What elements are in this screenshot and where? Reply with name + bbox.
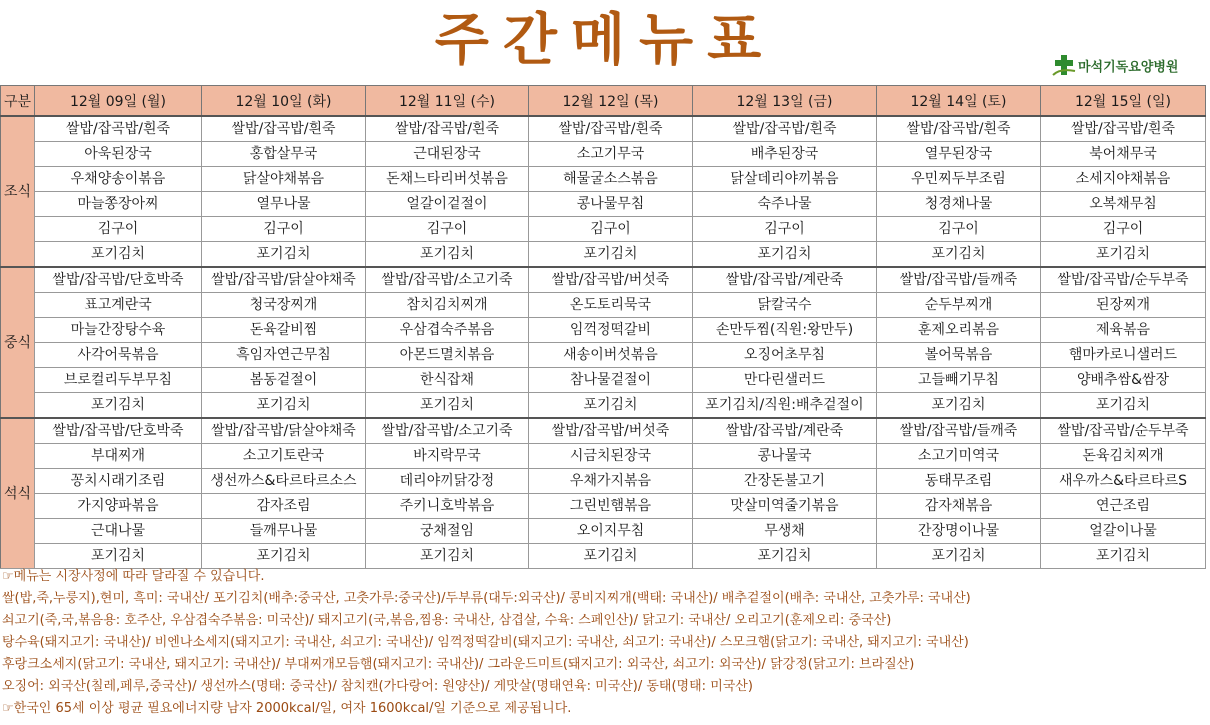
menu-item: 만다린샐러드: [693, 368, 877, 393]
menu-item: 우채양송이볶음: [35, 167, 202, 192]
day-header: 12월 10일 (화): [202, 86, 366, 117]
menu-item: 오복채무침: [1041, 192, 1206, 217]
menu-item: 소고기토란국: [202, 444, 366, 469]
menu-item: 봄동겉절이: [202, 368, 366, 393]
menu-item: 홍합살무국: [202, 142, 366, 167]
menu-row: [1, 293, 1206, 318]
menu-item: 소고기미역국: [877, 444, 1041, 469]
menu-row: [1, 469, 1206, 494]
menu-item: 그린빈햄볶음: [529, 494, 693, 519]
menu-item: 포기김치: [693, 242, 877, 268]
menu-item: 마늘쫑장아찌: [35, 192, 202, 217]
note-line: ☞메뉴는 시장사정에 따라 달라질 수 있습니다.: [2, 569, 265, 584]
menu-item: 포기김치: [366, 544, 529, 569]
menu-item: 김구이: [1041, 217, 1206, 242]
menu-row: [1, 519, 1206, 544]
menu-item: 쌀밥/잡곡밥/순두부죽: [1041, 418, 1206, 444]
menu-item: 마늘간장탕수육: [35, 318, 202, 343]
menu-item: 포기김치: [35, 544, 202, 569]
menu-item: 열무된장국: [877, 142, 1041, 167]
menu-item: 포기김치: [877, 393, 1041, 419]
menu-item: 햄마카로니샐러드: [1041, 343, 1206, 368]
menu-item: 포기김치: [1041, 242, 1206, 268]
note-line: 오징어: 외국산(칠레,페루,중국산)/ 생선까스(명태: 중국산)/ 참치캔(가다랑어: 원양산)/ 게맛살(명태연육: 미국산)/ 동태(명태: 미국산): [2, 679, 753, 694]
menu-item: 소세지야채볶음: [1041, 167, 1206, 192]
menu-row: [1, 242, 1206, 268]
menu-item: 볼어묵볶음: [877, 343, 1041, 368]
menu-item: 쌀밥/잡곡밥/흰죽: [35, 116, 202, 142]
menu-item: 우삼겹숙주볶음: [366, 318, 529, 343]
menu-item: 우민찌두부조림: [877, 167, 1041, 192]
menu-item: 포기김치: [1041, 544, 1206, 569]
menu-item: 닭살데리야끼볶음: [693, 167, 877, 192]
menu-item: 쌀밥/잡곡밥/소고기죽: [366, 418, 529, 444]
menu-item: 얼갈이겉절이: [366, 192, 529, 217]
menu-item: 포기김치: [366, 242, 529, 268]
menu-item: 포기김치: [1041, 393, 1206, 419]
menu-item: 꽁치시래기조림: [35, 469, 202, 494]
menu-item: 닭칼국수: [693, 293, 877, 318]
menu-item: 쌀밥/잡곡밥/닭살야채죽: [202, 418, 366, 444]
note-line: 후랑크소세지(닭고기: 국내산, 돼지고기: 국내산)/ 부대찌개모듬햄(돼지고기: 국내산)/ 그라운드미트(돼지고기: 외국산, 쇠고기: 외국산)/ 닭강정(닭고기: 브라질산): [2, 657, 915, 672]
menu-item: 쌀밥/잡곡밥/계란죽: [693, 267, 877, 293]
menu-item: 양배추쌈&쌈장: [1041, 368, 1206, 393]
menu-item: 돈육김치찌개: [1041, 444, 1206, 469]
menu-item: 쌀밥/잡곡밥/흰죽: [366, 116, 529, 142]
menu-item: 쌀밥/잡곡밥/단호박죽: [35, 418, 202, 444]
menu-item: 포기김치: [202, 393, 366, 419]
menu-item: 사각어묵볶음: [35, 343, 202, 368]
menu-item: 오이지무침: [529, 519, 693, 544]
menu-row: [1, 192, 1206, 217]
header-row: [1, 86, 1206, 117]
menu-item: 손만두찜(직원:왕만두): [693, 318, 877, 343]
menu-item: 우채가지볶음: [529, 469, 693, 494]
meal-label: 중식: [1, 267, 35, 418]
day-header: 12월 12일 (목): [529, 86, 693, 117]
day-header: 12월 11일 (수): [366, 86, 529, 117]
menu-item: 흑임자연근무침: [202, 343, 366, 368]
menu-row: [1, 217, 1206, 242]
menu-item: 무생채: [693, 519, 877, 544]
menu-item: 콩나물무침: [529, 192, 693, 217]
page-title: 주간메뉴표: [434, 8, 776, 73]
day-header: 12월 14일 (토): [877, 86, 1041, 117]
menu-item: 김구이: [529, 217, 693, 242]
menu-item: 제육볶음: [1041, 318, 1206, 343]
menu-item: 김구이: [35, 217, 202, 242]
menu-item: 포기김치: [877, 242, 1041, 268]
menu-item: 오징어초무침: [693, 343, 877, 368]
menu-item: 감자채볶음: [877, 494, 1041, 519]
menu-item: 쌀밥/잡곡밥/닭살야채죽: [202, 267, 366, 293]
menu-item: 김구이: [202, 217, 366, 242]
menu-item: 간장명이나물: [877, 519, 1041, 544]
note-line: 탕수육(돼지고기: 국내산)/ 비엔나소세지(돼지고기: 국내산, 쇠고기: 국내산)/ 임꺽정떡갈비(돼지고기: 국내산, 쇠고기: 국내산)/ 스모크햄(닭고기: 국내산, 돼지고기: 국내산): [2, 635, 969, 650]
menu-item: 된장찌개: [1041, 293, 1206, 318]
menu-item: 순두부찌개: [877, 293, 1041, 318]
day-header: 12월 09일 (월): [35, 86, 202, 117]
menu-row: [1, 343, 1206, 368]
menu-item: 한식잡채: [366, 368, 529, 393]
logo-text: 마석기독요양병원: [1078, 59, 1179, 75]
menu-item: 가지양파볶음: [35, 494, 202, 519]
menu-item: 쌀밥/잡곡밥/흰죽: [877, 116, 1041, 142]
menu-item: 김구이: [366, 217, 529, 242]
meal-label: 석식: [1, 418, 35, 569]
menu-item: 청경채나물: [877, 192, 1041, 217]
menu-item: 돈육갈비찜: [202, 318, 366, 343]
header-category: 구분: [1, 86, 35, 117]
menu-row: [1, 544, 1206, 569]
menu-item: 아욱된장국: [35, 142, 202, 167]
menu-item: 쌀밥/잡곡밥/흰죽: [529, 116, 693, 142]
menu-row: [1, 167, 1206, 192]
menu-item: 동태무조림: [877, 469, 1041, 494]
menu-item: 새송이버섯볶음: [529, 343, 693, 368]
note-line: ☞한국인 65세 이상 평균 필요에너지량 남자 2000kcal/일, 여자 1600kcal/일 기준으로 제공됩니다.: [2, 701, 572, 716]
day-header: 12월 15일 (일): [1041, 86, 1206, 117]
menu-item: 소고기무국: [529, 142, 693, 167]
menu-item: 훈제오리볶음: [877, 318, 1041, 343]
menu-row: [1, 393, 1206, 419]
menu-item: 열무나물: [202, 192, 366, 217]
menu-item: 포기김치/직원:배추겉절이: [693, 393, 877, 419]
menu-item: 포기김치: [693, 544, 877, 569]
menu-item: 돈채느타리버섯볶음: [366, 167, 529, 192]
menu-item: 주키니호박볶음: [366, 494, 529, 519]
menu-item: 참치김치찌개: [366, 293, 529, 318]
notes-section: [2, 566, 1208, 720]
menu-item: 숙주나물: [693, 192, 877, 217]
menu-item: 포기김치: [529, 242, 693, 268]
menu-item: 새우까스&타르타르S: [1041, 469, 1206, 494]
menu-item: 포기김치: [35, 242, 202, 268]
menu-item: 참나물겉절이: [529, 368, 693, 393]
menu-item: 쌀밥/잡곡밥/흰죽: [202, 116, 366, 142]
menu-item: 표고계란국: [35, 293, 202, 318]
menu-item: 포기김치: [529, 393, 693, 419]
menu-item: 쌀밥/잡곡밥/순두부죽: [1041, 267, 1206, 293]
menu-item: 김구이: [877, 217, 1041, 242]
menu-item: 쌀밥/잡곡밥/소고기죽: [366, 267, 529, 293]
menu-item: 부대찌개: [35, 444, 202, 469]
menu-item: 포기김치: [366, 393, 529, 419]
menu-item: 포기김치: [877, 544, 1041, 569]
menu-item: 배추된장국: [693, 142, 877, 167]
menu-item: 포기김치: [35, 393, 202, 419]
menu-item: 쌀밥/잡곡밥/들깨죽: [877, 418, 1041, 444]
menu-row: [1, 494, 1206, 519]
menu-item: 콩나물국: [693, 444, 877, 469]
hospital-logo: [1052, 52, 1178, 78]
menu-item: 근대나물: [35, 519, 202, 544]
menu-item: 감자조림: [202, 494, 366, 519]
menu-item: 포기김치: [529, 544, 693, 569]
meal-label: 조식: [1, 116, 35, 267]
menu-item: 브로컬리두부무침: [35, 368, 202, 393]
menu-item: 쌀밥/잡곡밥/계란죽: [693, 418, 877, 444]
menu-row: [1, 142, 1206, 167]
menu-item: 쌀밥/잡곡밥/단호박죽: [35, 267, 202, 293]
menu-item: 쌀밥/잡곡밥/흰죽: [1041, 116, 1206, 142]
menu-row: [1, 368, 1206, 393]
menu-item: 간장돈불고기: [693, 469, 877, 494]
menu-item: 궁채절임: [366, 519, 529, 544]
weekly-menu-table: [0, 85, 1206, 569]
menu-item: 데리야끼닭강정: [366, 469, 529, 494]
menu-item: 온도토리묵국: [529, 293, 693, 318]
menu-item: 쌀밥/잡곡밥/버섯죽: [529, 418, 693, 444]
day-header: 12월 13일 (금): [693, 86, 877, 117]
menu-row: [1, 418, 1206, 444]
note-line: 쌀(밥,죽,누룽지),현미, 흑미: 국내산/ 포기김치(배추:중국산, 고춧가루:중국산)/두부류(대두:외국산)/ 콩비지찌개(백태: 국내산)/ 배추겉절이(배추: 국내산, 고춧가루: 국내산): [2, 591, 971, 606]
menu-item: 쌀밥/잡곡밥/들깨죽: [877, 267, 1041, 293]
menu-item: 들깨무나물: [202, 519, 366, 544]
menu-item: 근대된장국: [366, 142, 529, 167]
note-line: 쇠고기(죽,국,볶음용: 호주산, 우삼겹숙주볶음: 미국산)/ 돼지고기(국,볶음,찜용: 국내산, 삼겹살, 수육: 스페인산)/ 닭고기: 국내산/ 오리고기(훈제오리: 중국산): [2, 613, 892, 628]
menu-item: 포기김치: [202, 242, 366, 268]
menu-item: 시금치된장국: [529, 444, 693, 469]
menu-item: 쌀밥/잡곡밥/흰죽: [693, 116, 877, 142]
menu-item: 바지락무국: [366, 444, 529, 469]
menu-item: 고들빼기무침: [877, 368, 1041, 393]
menu-item: 포기김치: [202, 544, 366, 569]
menu-item: 김구이: [693, 217, 877, 242]
menu-item: 북어채무국: [1041, 142, 1206, 167]
cross-logo-icon: [1052, 53, 1076, 77]
menu-item: 생선까스&타르타르소스: [202, 469, 366, 494]
menu-row: [1, 267, 1206, 293]
menu-item: 연근조림: [1041, 494, 1206, 519]
menu-item: 닭살야채볶음: [202, 167, 366, 192]
menu-item: 해물굴소스볶음: [529, 167, 693, 192]
menu-item: 청국장찌개: [202, 293, 366, 318]
menu-item: 얼갈이나물: [1041, 519, 1206, 544]
menu-row: [1, 116, 1206, 142]
menu-row: [1, 318, 1206, 343]
menu-row: [1, 444, 1206, 469]
menu-item: 임꺽정떡갈비: [529, 318, 693, 343]
menu-item: 아몬드멸치볶음: [366, 343, 529, 368]
menu-item: 쌀밥/잡곡밥/버섯죽: [529, 267, 693, 293]
menu-item: 맛살미역줄기볶음: [693, 494, 877, 519]
